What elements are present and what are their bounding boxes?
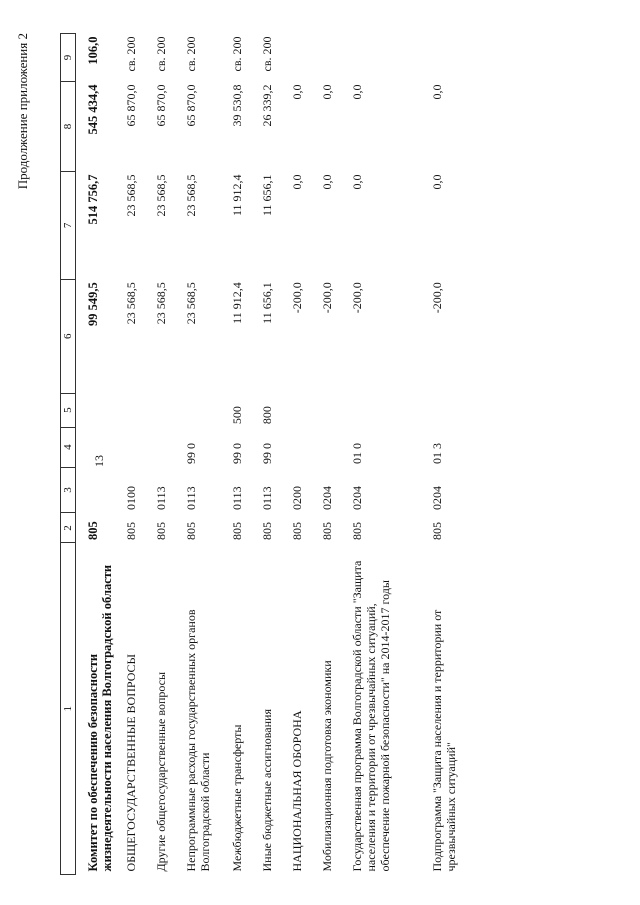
cell-c7: 11 656,1 [259, 174, 274, 216]
cell-c8: 0,0 [289, 84, 304, 100]
cell-c8: 0,0 [429, 84, 444, 100]
cell-c5 [318, 393, 348, 427]
cell-c5 [122, 393, 152, 427]
row-name: Комитет по обеспечению безопасности жизнедеятельности населения Волгоградской области [86, 564, 114, 872]
cell-c6: 23 568,5 [183, 282, 198, 325]
cell-c8: 26 339,2 [259, 84, 274, 127]
cell-c7: 0,0 [289, 174, 304, 190]
cell-c7: 514 756,7 [86, 174, 100, 225]
cell-c6: 23 568,5 [153, 282, 168, 325]
cell-c5 [428, 393, 474, 427]
cell-c2: 805 [349, 521, 364, 540]
row-name: Другие общегосударственные вопросы [153, 671, 168, 872]
cell-c2: 805 [429, 521, 444, 540]
cell-c6: -200,0 [289, 282, 304, 314]
cell-c9: св. 200 [259, 36, 274, 72]
cell-c6: -200,0 [429, 282, 444, 314]
row-name: Мобилизационная подготовка экономики [319, 660, 334, 872]
page-number: 13 [92, 455, 106, 467]
table-row [182, 34, 228, 875]
cell-c8: 65 870,0 [123, 84, 138, 127]
col-header-6: 6 [61, 279, 76, 393]
cell-c8: 65 870,0 [183, 84, 198, 127]
table-row [288, 34, 318, 875]
cell-c6: -200,0 [349, 282, 364, 314]
row-name: НАЦИОНАЛЬНАЯ ОБОРОНА [289, 710, 304, 872]
cell-c7: 0,0 [429, 174, 444, 190]
cell-c3: 0113 [183, 486, 198, 510]
table-row [258, 34, 288, 875]
cell-c5: 500 [229, 406, 244, 425]
cell-c5: 800 [259, 406, 274, 425]
row-name: Непрограммные расходы государственных органов Волгоградской области [183, 609, 212, 872]
cell-c6: -200,0 [319, 282, 334, 314]
cell-c4 [76, 427, 122, 467]
cell-c8: 0,0 [319, 84, 334, 100]
cell-c9: св. 200 [153, 36, 168, 72]
cell-c9 [348, 34, 428, 82]
col-header-2: 2 [61, 513, 76, 543]
cell-c4 [152, 427, 182, 467]
col-header-1: 1 [61, 543, 76, 875]
row-name: Подпрограмма "Защита населения и территории от чрезвычайных ситуаций" [429, 609, 458, 872]
continuation-caption: Продолжение приложения 2 [15, 33, 30, 190]
cell-c7: 0,0 [349, 174, 364, 190]
cell-c2: 805 [289, 521, 304, 540]
col-header-7: 7 [61, 171, 76, 279]
cell-c5 [152, 393, 182, 427]
cell-c6: 23 568,5 [123, 282, 138, 325]
col-header-4: 4 [61, 427, 76, 467]
cell-c4: 01 3 [429, 443, 444, 465]
cell-c6: 99 549,5 [86, 282, 100, 327]
cell-c4 [288, 427, 318, 467]
cell-c6: 11 912,4 [229, 282, 244, 324]
cell-c2: 805 [229, 521, 244, 540]
cell-c7: 23 568,5 [123, 174, 138, 217]
cell-c2: 805 [86, 521, 100, 540]
cell-c4: 99 0 [183, 443, 198, 465]
row-name: Иные бюджетные ассигнования [259, 709, 274, 872]
cell-c2: 805 [183, 521, 198, 540]
cell-c4: 01 0 [349, 443, 364, 465]
cell-c9: св. 200 [123, 36, 138, 72]
cell-c7: 11 912,4 [229, 174, 244, 216]
cell-c9: 106,0 [86, 36, 100, 65]
cell-c4 [318, 427, 348, 467]
cell-c3: 0113 [153, 486, 168, 510]
table-row [428, 34, 474, 875]
col-header-9: 9 [61, 34, 76, 82]
row-name: Межбюджетные трансферты [229, 724, 244, 872]
cell-c2: 805 [319, 521, 334, 540]
column-number-row [61, 34, 76, 875]
cell-c7: 23 568,5 [153, 174, 168, 217]
cell-c2: 805 [259, 521, 274, 540]
cell-c3 [76, 467, 122, 513]
cell-c8: 65 870,0 [153, 84, 168, 127]
cell-c9 [428, 34, 474, 82]
col-header-5: 5 [61, 393, 76, 427]
table-row [318, 34, 348, 875]
cell-c5 [288, 393, 318, 427]
cell-c4 [122, 427, 152, 467]
table-row [348, 34, 428, 875]
cell-c8: 0,0 [349, 84, 364, 100]
row-name: ОБЩЕГОСУДАРСТВЕННЫЕ ВОПРОСЫ [123, 654, 138, 872]
cell-c3: 0204 [349, 485, 364, 510]
cell-c7: 0,0 [319, 174, 334, 190]
cell-c3: 0200 [289, 485, 304, 510]
cell-c7: 23 568,5 [183, 174, 198, 217]
cell-c9: св. 200 [229, 36, 244, 72]
cell-c3: 0204 [319, 485, 334, 510]
cell-c8: 39 530,8 [229, 84, 244, 127]
cell-c3: 0113 [259, 486, 274, 510]
cell-c5 [76, 393, 122, 427]
cell-c4: 99 0 [259, 443, 274, 465]
cell-c5 [348, 393, 428, 427]
row-name: Государственная программа Волгоградской области "Защита населения и территории от чрезвычайных ситуаций, обеспечение пожарной безопасности" на 2014-2017 годы [349, 560, 392, 872]
table-row [228, 34, 258, 875]
cell-c9 [318, 34, 348, 82]
cell-c6: 11 656,1 [259, 282, 274, 324]
cell-c2: 805 [123, 521, 138, 540]
col-header-8: 8 [61, 82, 76, 172]
cell-c9 [288, 34, 318, 82]
cell-c3: 0204 [429, 485, 444, 510]
col-header-3: 3 [61, 467, 76, 513]
cell-c9: св. 200 [183, 36, 198, 72]
table-row [152, 34, 182, 875]
table-row [122, 34, 152, 875]
cell-c4: 99 0 [229, 443, 244, 465]
budget-table [60, 33, 474, 875]
cell-c8: 545 434,4 [86, 84, 100, 135]
cell-c3: 0113 [229, 486, 244, 510]
cell-c2: 805 [153, 521, 168, 540]
cell-c5 [182, 393, 228, 427]
cell-c3: 0100 [123, 485, 138, 510]
table-row [76, 34, 122, 875]
